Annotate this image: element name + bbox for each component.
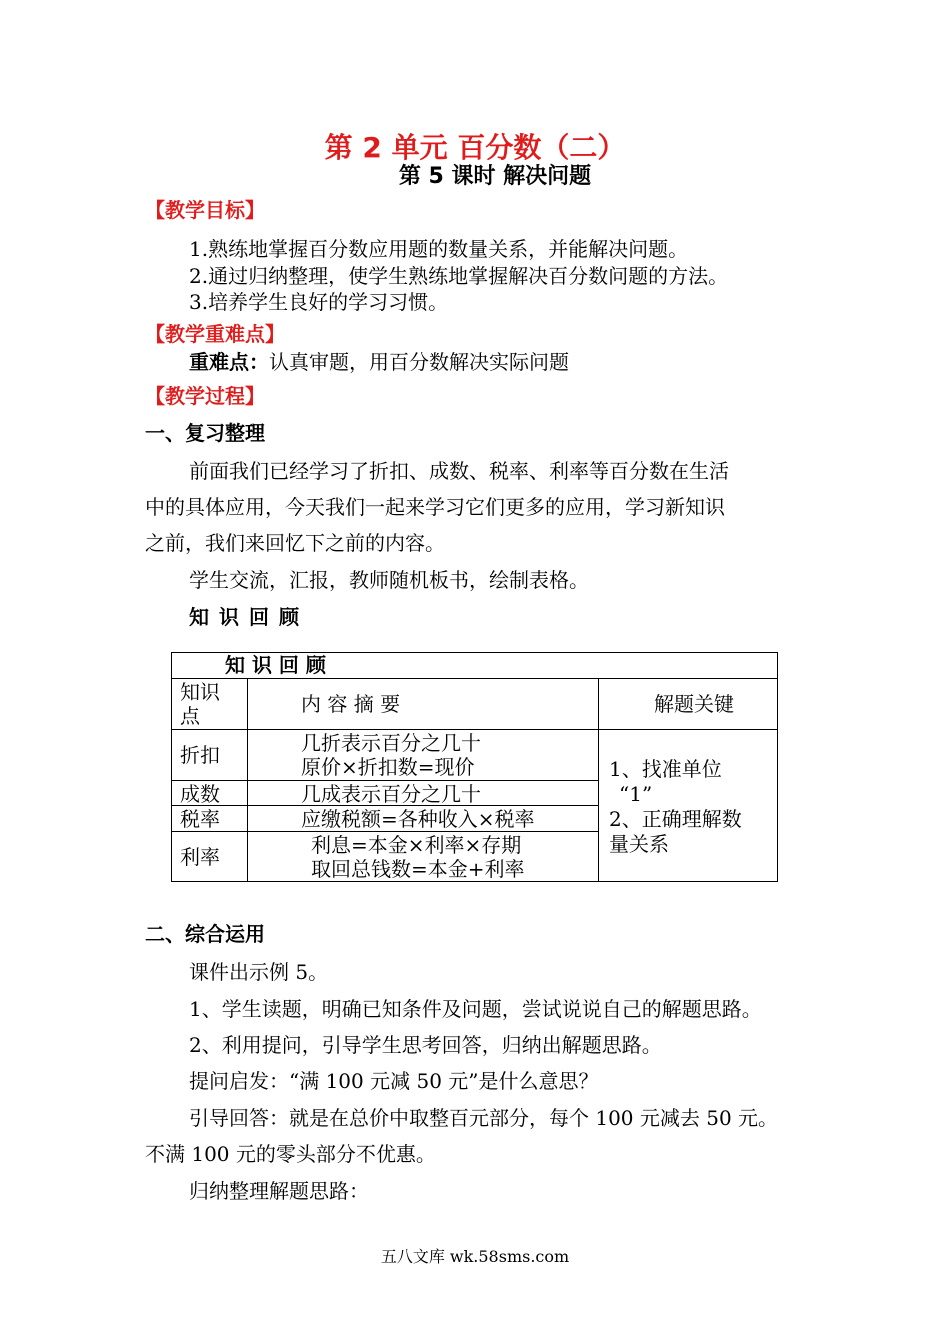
table-row-name: 利率	[180, 845, 220, 869]
table-row-name: 成数	[180, 782, 220, 806]
goals-heading: 【教学目标】	[145, 198, 265, 222]
page-footer: 五八文库 wk.58sms.com	[380, 1247, 570, 1266]
table-row-content: 取回总钱数=本金+利率	[311, 857, 525, 881]
paragraph-line: 中的具体应用，今天我们一起来学习它们更多的应用，学习新知识	[145, 495, 725, 519]
unit-title: 第 2 单元 百分数（二）	[324, 131, 626, 164]
table-row-name: 折扣	[180, 743, 220, 767]
paragraph-line: 学生交流，汇报，教师随机板书，绘制表格。	[189, 568, 589, 592]
paragraph-line: 之前，我们来回忆下之前的内容。	[145, 531, 445, 555]
paragraph-line: 引导回答：就是在总价中取整百元部分，每个 100 元减去 50 元。	[189, 1106, 779, 1130]
table-key-line: 1、找准单位	[609, 757, 722, 781]
table-key-line: 2、正确理解数	[609, 807, 742, 831]
goal-item: 1.熟练地掌握百分数应用题的数量关系，并能解决问题。	[189, 237, 689, 261]
table-key-line: 量关系	[609, 832, 669, 856]
key-points-label: 重难点：	[189, 350, 269, 374]
lesson-subtitle: 第 5 课时 解决问题	[398, 164, 592, 189]
key-points-text: 认真审题，用百分数解决实际问题	[269, 350, 569, 374]
key-points-heading: 【教学重难点】	[145, 322, 285, 346]
table-key-line: “1”	[619, 782, 653, 806]
process-heading: 【教学过程】	[145, 384, 265, 408]
table-header-content: 内 容 摘 要	[301, 692, 401, 716]
goal-item: 3.培养学生良好的学习习惯。	[189, 290, 449, 314]
table-row-content: 几折表示百分之几十	[301, 731, 481, 755]
table-row-content: 利息=本金×利率×存期	[311, 833, 522, 857]
table-row-content: 几成表示百分之几十	[301, 782, 481, 806]
table-row-content: 应缴税额=各种收入×税率	[301, 807, 535, 831]
part2-heading: 二、综合运用	[145, 922, 265, 946]
paragraph-line: 1、学生读题，明确已知条件及问题，尝试说说自己的解题思路。	[189, 997, 762, 1021]
paragraph-line: 2、利用提问，引导学生思考回答，归纳出解题思路。	[189, 1033, 662, 1057]
key-points-line	[189, 346, 569, 375]
table-header-knowledge: 知识	[180, 680, 220, 704]
table-header-key: 解题关键	[654, 692, 734, 716]
review-label: 知识回顾	[189, 605, 309, 629]
paragraph-line: 提问启发：“满 100 元减 50 元”是什么意思？	[189, 1069, 599, 1093]
knowledge-review-table	[171, 652, 778, 882]
table-row-content: 原价×折扣数=现价	[301, 755, 475, 779]
table-header-knowledge-cont: 点	[180, 704, 200, 728]
paragraph-line: 前面我们已经学习了折扣、成数、税率、利率等百分数在生活	[189, 459, 729, 483]
paragraph-line: 归纳整理解题思路：	[189, 1179, 369, 1203]
table-row-name: 税率	[180, 807, 220, 831]
goal-item: 2.通过归纳整理，使学生熟练地掌握解决百分数问题的方法。	[189, 264, 729, 288]
table-title: 知 识 回 顾	[225, 653, 326, 677]
part1-heading: 一、复习整理	[145, 421, 265, 445]
paragraph-line: 不满 100 元的零头部分不优惠。	[145, 1142, 436, 1166]
paragraph-line: 课件出示例 5。	[189, 960, 329, 984]
